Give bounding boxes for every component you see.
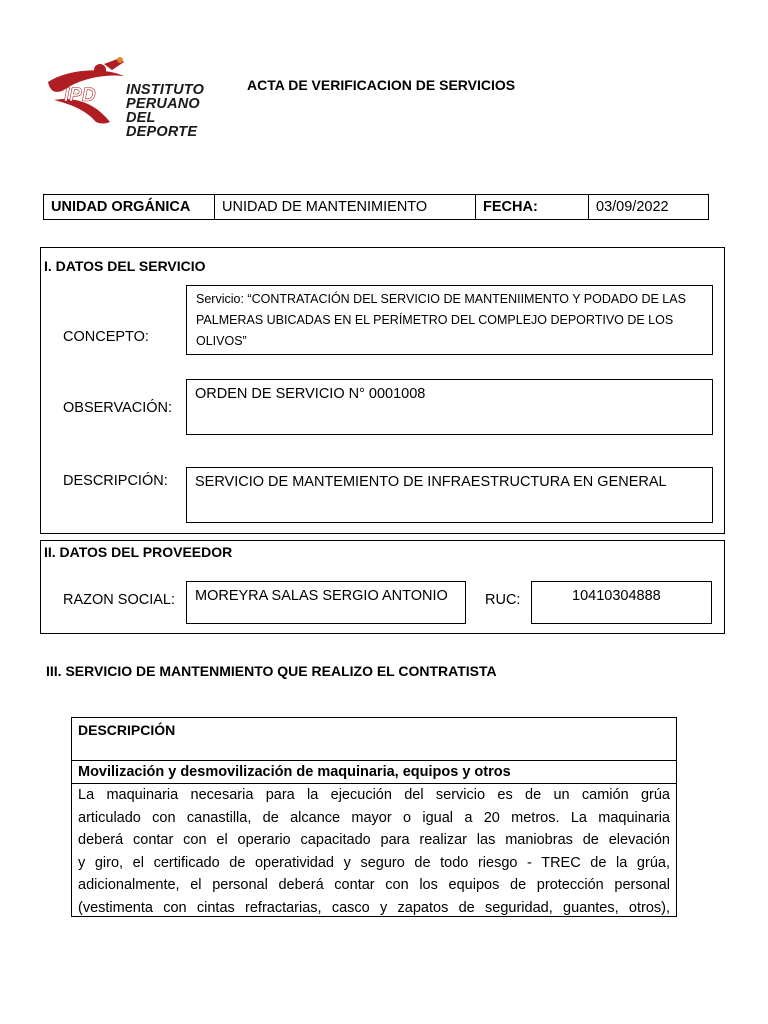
- description-line: deberá contar con el operario capacitado para realizar las maniobras de elevación: [78, 832, 670, 848]
- razon-social-label: RAZON SOCIAL:: [63, 592, 175, 608]
- descripcion-field: SERVICIO DE MANTEMIENTO DE INFRAESTRUCTURA EN GENERAL: [186, 467, 713, 523]
- fecha-value: 03/09/2022: [596, 199, 669, 215]
- section-1-title: I. DATOS DEL SERVICIO: [44, 258, 206, 274]
- description-line: articulado con canastilla, de alcance mayor o igual a 20 metros. La maquinaria: [78, 809, 670, 826]
- ipd-abbr-text: IPD: [64, 85, 96, 106]
- observacion-label: OBSERVACIÓN:: [63, 400, 173, 416]
- section-3-title: III. SERVICIO DE MANTENMIENTO QUE REALIZO EL CONTRATISTA: [46, 663, 497, 679]
- table-header: DESCRIPCIÓN: [72, 718, 676, 761]
- unidad-organica-value: UNIDAD DE MANTENIMIENTO: [222, 199, 428, 215]
- item-title: Movilización y desmovilización de maquinaria, equipos y otros: [72, 761, 676, 784]
- section-datos-proveedor: [40, 540, 725, 634]
- description-line: (vestimenta con cintas refractarias, casco y zapatos de seguridad, guantes, otros),: [78, 899, 670, 916]
- servicio-description-table: [71, 717, 677, 917]
- section-2-title: II. DATOS DEL PROVEEDOR: [44, 544, 233, 560]
- ipd-name-text: INSTITUTO PERUANO DEL DEPORTE: [126, 82, 205, 140]
- header-row: [43, 194, 709, 220]
- concepto-label: CONCEPTO:: [63, 329, 149, 345]
- unidad-organica-label: UNIDAD ORGÁNICA: [51, 199, 191, 215]
- ipd-logo: [46, 52, 224, 140]
- descripcion-label: DESCRIPCIÓN:: [63, 473, 168, 489]
- section-datos-servicio: [40, 247, 725, 534]
- item-description: [72, 784, 676, 921]
- concepto-field: Servicio: “CONTRATACIÓN DEL SERVICIO DE MANTENIIMENTO Y PODADO DE LAS PALMERAS UBICADAS EN EL PERÍMETRO DEL COMPLEJO DEPORTIVO DE LOS OLIVOS”: [186, 285, 713, 355]
- document-title: ACTA DE VERIFICACION DE SERVICIOS: [247, 77, 516, 93]
- fecha-label: FECHA:: [483, 199, 538, 215]
- description-line: La maquinaria necesaria para la ejecución del servicio es de un camión grúa: [78, 787, 670, 803]
- observacion-field: ORDEN DE SERVICIO N° 0001008: [186, 379, 713, 435]
- razon-social-field: MOREYRA SALAS SERGIO ANTONIO: [186, 581, 466, 624]
- description-line: adicionalmente, el personal deberá contar con los equipos de protección personal: [78, 877, 670, 893]
- description-line: y giro, el certificado de operatividad y seguro de todo riesgo - TREC de la grúa,: [78, 854, 670, 871]
- ruc-field: 10410304888: [531, 581, 712, 624]
- ruc-label: RUC:: [485, 592, 521, 608]
